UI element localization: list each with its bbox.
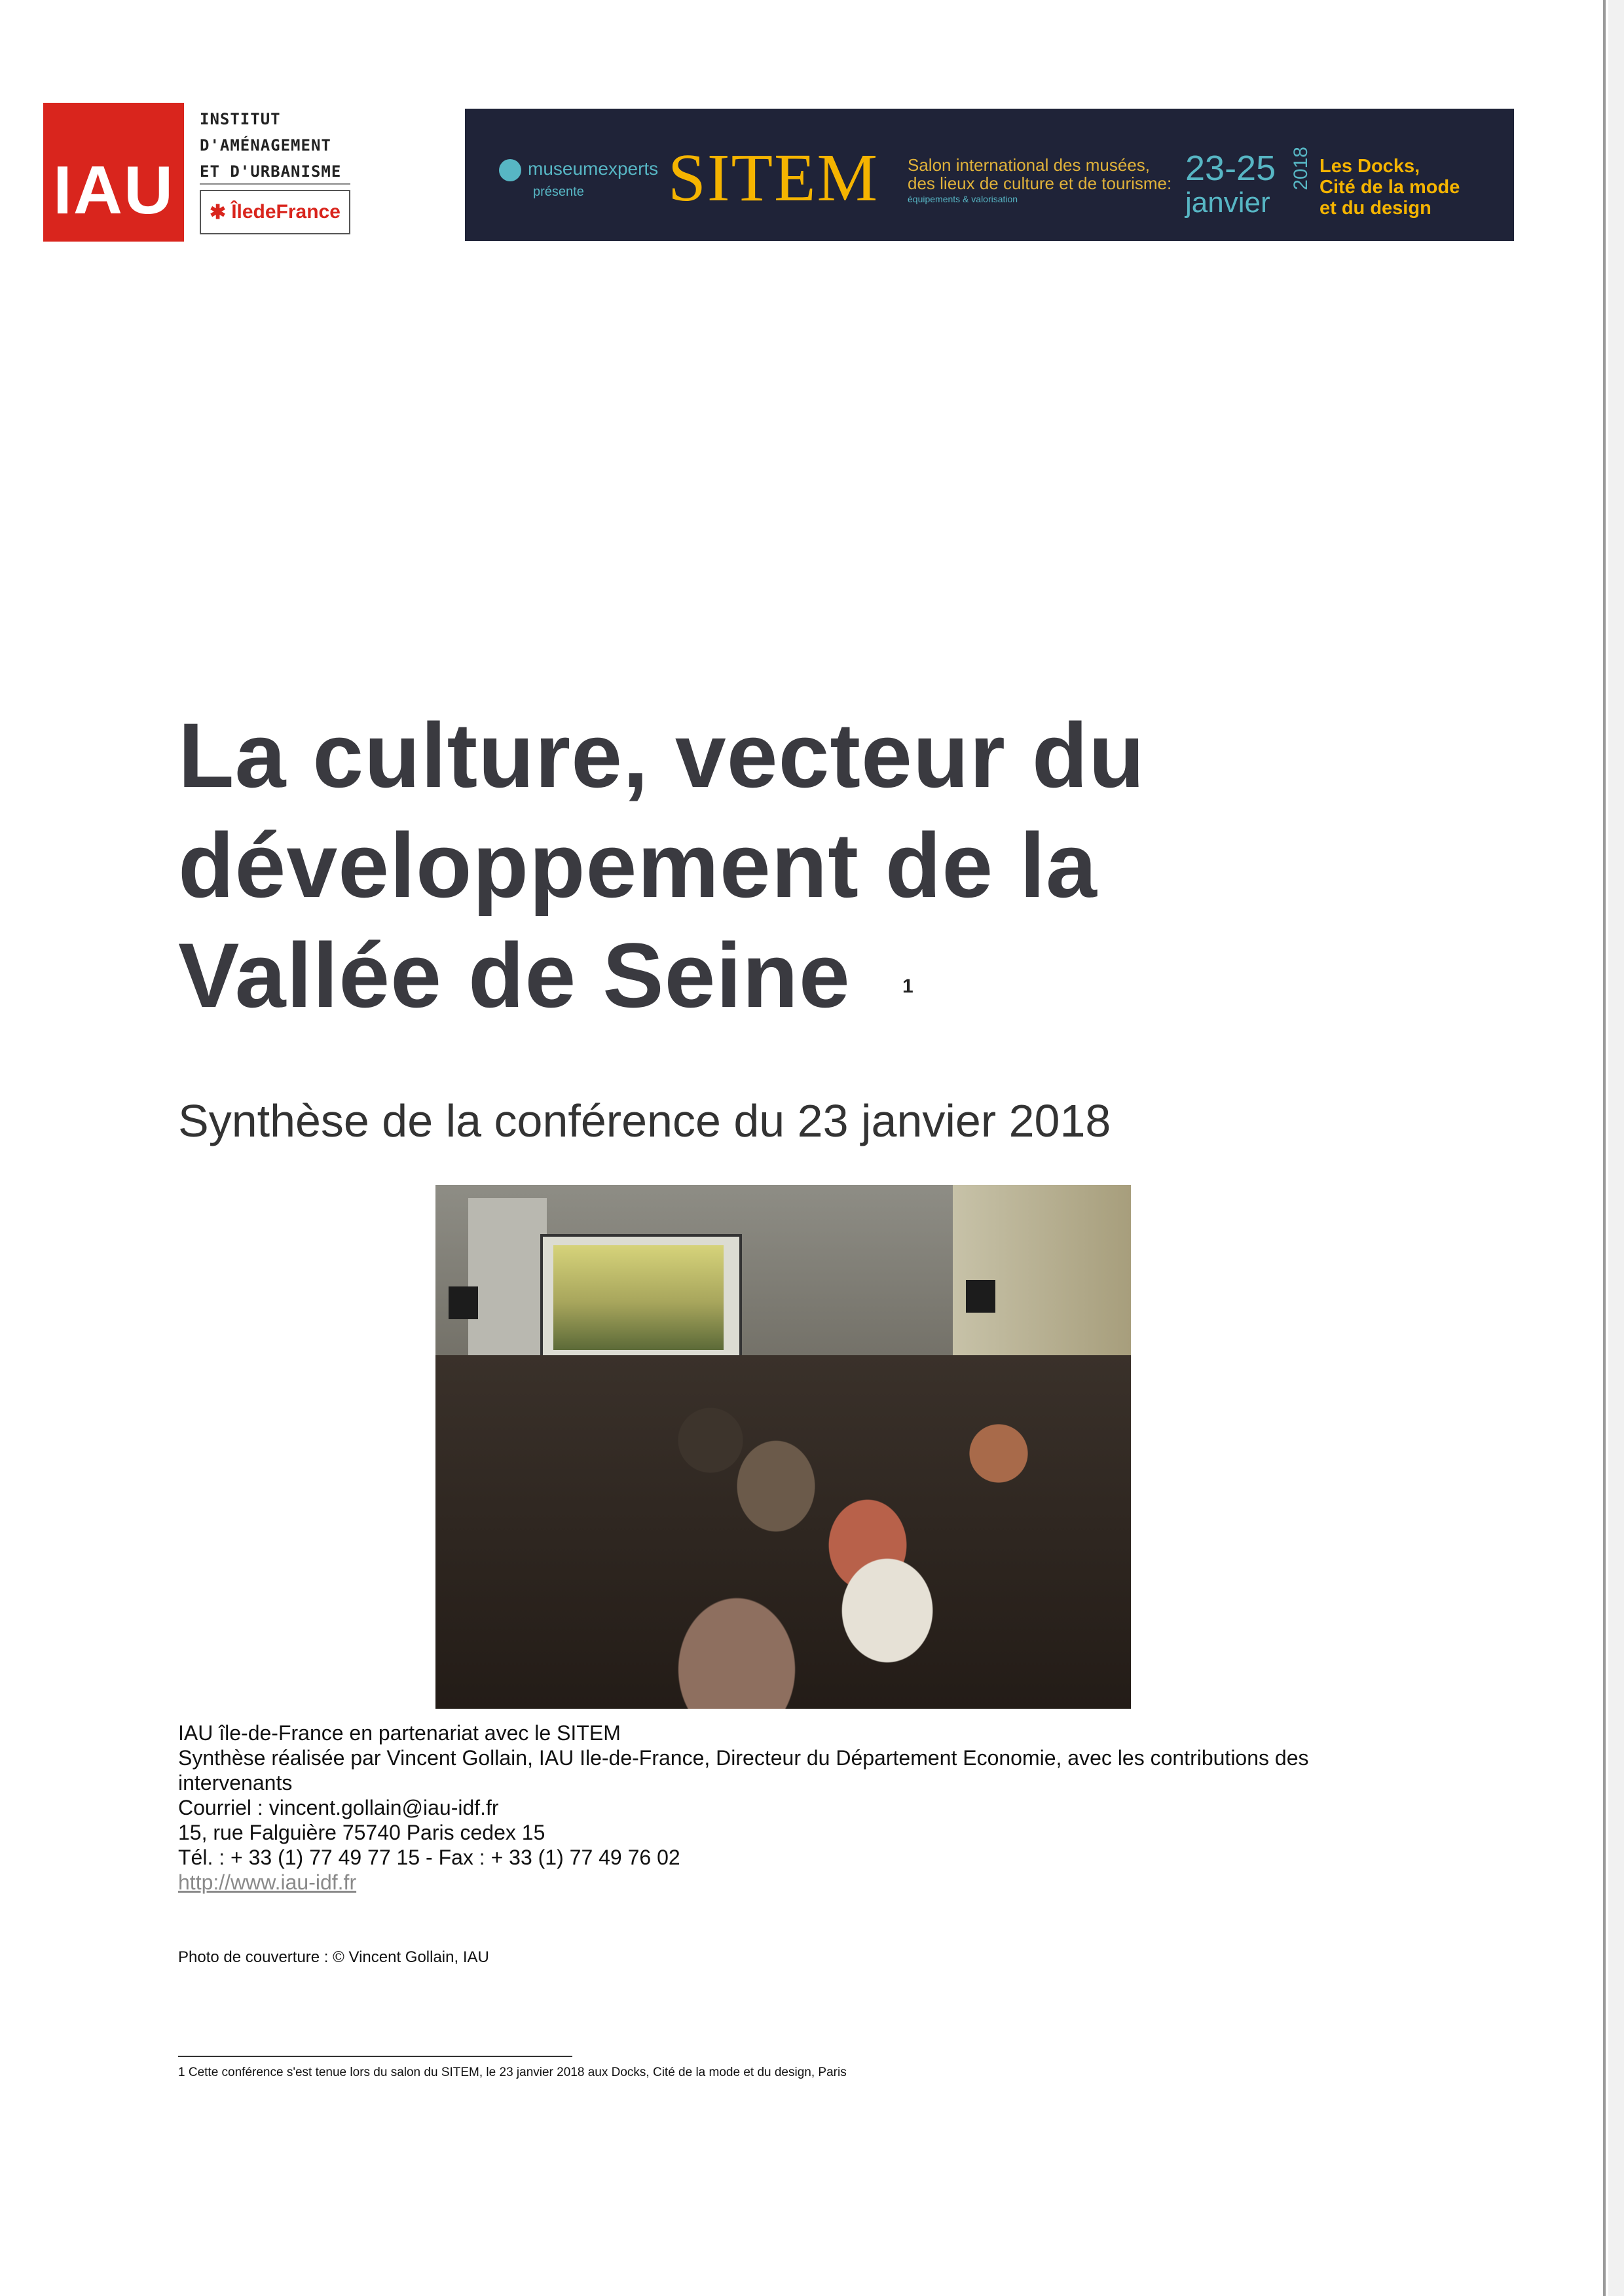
venue-line-3: et du design: [1320, 198, 1431, 219]
title-line-1: La culture, vecteur du: [178, 704, 1145, 807]
info-line: Tél. : + 33 (1) 77 49 77 15 - Fax : + 33 (1) 77 49 76 02: [178, 1846, 680, 1869]
region-logo-text: ÎledeFrance: [231, 201, 341, 223]
page-edge-shadow: [1603, 0, 1606, 2296]
photo-projected-image: [553, 1245, 724, 1350]
title-line-2: développement de la: [178, 814, 1098, 917]
institute-line-1: INSTITUT: [200, 110, 281, 128]
title-footnote-ref: 1: [902, 975, 913, 997]
institute-name: [200, 106, 370, 185]
star-icon: ✱: [210, 201, 227, 223]
info-line: 15, rue Falguière 75740 Paris cedex 15: [178, 1821, 545, 1844]
iau-logo: IAU: [43, 103, 184, 242]
event-dates: 23-25: [1185, 149, 1276, 188]
organizer-name: museumexperts: [528, 158, 659, 179]
salon-description: [908, 156, 1176, 192]
heart-icon: [499, 159, 521, 181]
speaker-icon: [449, 1286, 478, 1319]
info-line: Courriel : vincent.gollain@iau-idf.fr: [178, 1796, 499, 1819]
info-line: Synthèse réalisée par Vincent Gollain, IAU Ile-de-France, Directeur du Département Economie, avec les contributions des intervenants: [178, 1746, 1309, 1795]
event-venue: [1320, 156, 1460, 219]
document-title: [178, 701, 1291, 1030]
photo-credit: Photo de couverture : © Vincent Gollain, IAU: [178, 1948, 489, 1966]
institute-line-3: ET D'URBANISME: [200, 162, 342, 181]
event-month: janvier: [1185, 187, 1270, 219]
venue-line-1: Les Docks,: [1320, 156, 1420, 177]
museum-experts-logo: [499, 158, 658, 181]
equipment-line: équipements & valorisation: [908, 194, 1018, 204]
venue-line-2: Cité de la mode: [1320, 177, 1460, 198]
page-edge-margin: [1608, 0, 1624, 2296]
document-subtitle: Synthèse de la conférence du 23 janvier 2018: [178, 1095, 1111, 1146]
cover-photo: [435, 1185, 1131, 1709]
salon-line-1: Salon international des musées,: [908, 155, 1151, 175]
footnote-divider: [178, 2056, 572, 2057]
ile-de-france-logo: [200, 190, 350, 234]
photo-audience: [435, 1355, 1131, 1709]
website-link[interactable]: http://www.iau-idf.fr: [178, 1870, 357, 1894]
presente-label: présente: [533, 185, 584, 199]
speaker-icon: [966, 1280, 995, 1313]
salon-line-2: des lieux de culture et de tourisme:: [908, 173, 1172, 193]
institute-line-2: D'AMÉNAGEMENT: [200, 136, 331, 155]
sitem-wordmark: SITEM: [668, 140, 879, 215]
sitem-banner: [465, 109, 1514, 241]
institute-divider: [200, 183, 350, 185]
contact-info: [178, 1721, 1396, 1895]
event-year: 2018: [1290, 147, 1312, 191]
footnote: 1 Cette conférence s'est tenue lors du salon du SITEM, le 23 janvier 2018 aux Docks, Cité de la mode et du design, Paris: [178, 2066, 847, 2079]
title-line-3: Vallée de Seine: [178, 924, 851, 1027]
info-line: IAU île-de-France en partenariat avec le SITEM: [178, 1721, 621, 1745]
